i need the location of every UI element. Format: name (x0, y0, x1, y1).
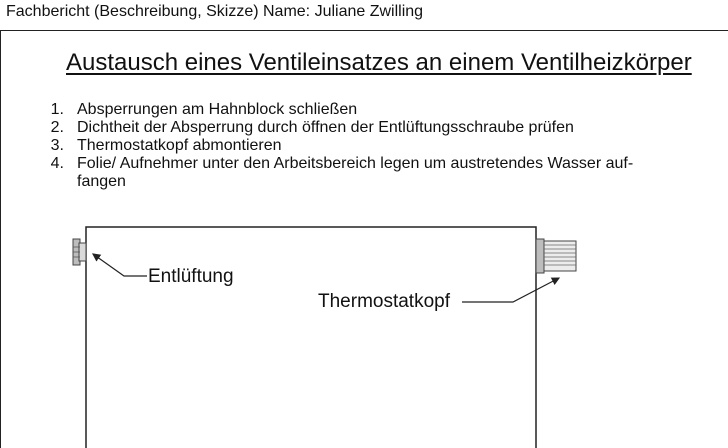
document-header: Fachbericht (Beschreibung, Skizze) Name: Juliane Zwilling (6, 3, 424, 20)
vent-leader-line (93, 254, 147, 276)
radiator-body (86, 227, 536, 448)
step-number: 2. (50, 119, 64, 136)
bleed-valve-icon (73, 239, 86, 265)
step-text: Absperrungen am Hahnblock schließen (77, 101, 358, 118)
report-title: Austausch eines Ventileinsatzes an einem Ventilheizkörper (66, 49, 692, 76)
thermostat-leader-line (462, 278, 559, 302)
step-text-continuation: fangen (77, 173, 126, 190)
thermostat-label: Thermostatkopf (318, 291, 450, 312)
vent-label: Entlüftung (148, 266, 234, 287)
step-text: Thermostatkopf abmontieren (77, 137, 282, 154)
step-text: Folie/ Aufnehmer unter den Arbeitsbereich legen um austretendes Wasser auf- (77, 155, 634, 172)
step-text: Dichtheit der Absperrung durch öffnen der Entlüftungsschraube prüfen (77, 119, 574, 136)
step-number: 4. (50, 155, 64, 172)
step-number: 1. (50, 101, 64, 118)
step-number: 3. (50, 137, 64, 154)
thermostat-head-icon (536, 239, 576, 273)
